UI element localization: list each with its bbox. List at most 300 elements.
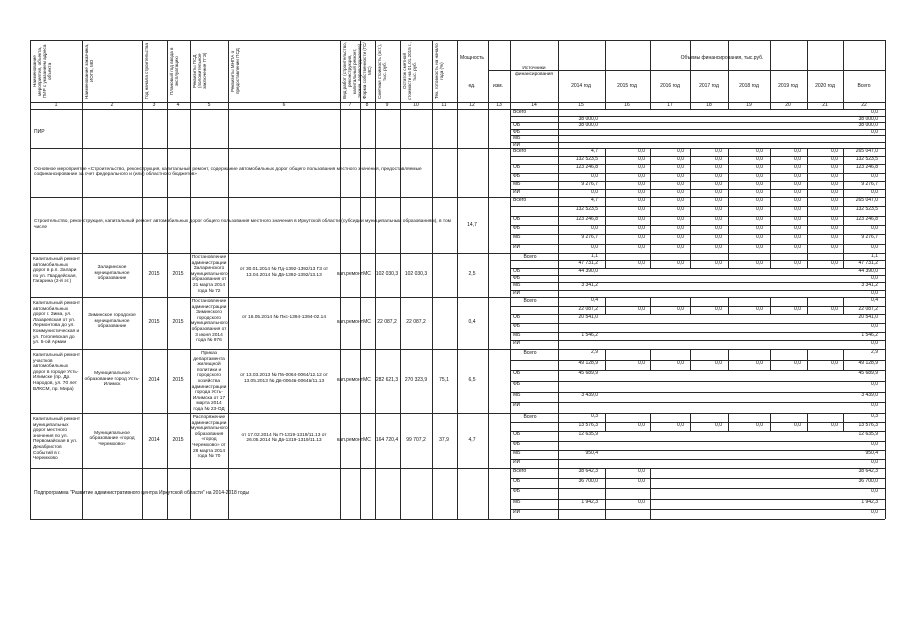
source-label: Всего	[513, 109, 527, 115]
pir-label: ПИР	[34, 129, 45, 135]
value-total: 9 276,7	[861, 234, 878, 241]
object-name: Капитальный ремонт участков автомобильных дорог в городе Усть-Илимске (пр. Др. Народов, ул. 70 лет ВЛКСМ, пр. Мира)	[33, 353, 81, 392]
sub-row-line	[510, 216, 885, 217]
value-total: 0,0	[871, 128, 878, 135]
source-label: Всего	[523, 298, 537, 304]
sub-row-line	[510, 402, 885, 403]
estimated-cost: 102 030,3	[375, 271, 399, 277]
remaining-cost: 22 087,2	[406, 319, 426, 325]
value-2014: 0,3	[591, 413, 598, 419]
start-year: 2014	[148, 377, 160, 383]
end-year: 2015	[172, 319, 184, 325]
value-zero: 0,0	[794, 305, 801, 312]
value-2014: 1 942,3	[581, 498, 598, 505]
value-2014: 38 000,0	[578, 122, 598, 128]
value-total: 132 523,5	[855, 206, 878, 213]
estimated-cost: 164 720,4	[375, 436, 399, 443]
column-header: Остаток сметной стоимости на 01.01.2015 г., тыс. руб.	[402, 42, 417, 100]
mnpa-details: от 13.03.2013 № Пв-0064-0064/12.12 от 13.05.2013 № Дв-0064в-0064в/11.13	[240, 373, 328, 384]
value-2014: 950,4	[585, 449, 598, 456]
sub-row-line	[510, 478, 885, 479]
value-total: 123 246,8	[855, 215, 878, 222]
value-2014: 9 276,7	[581, 180, 598, 187]
sub-row-line	[510, 206, 885, 207]
estimated-cost: 22 087,2	[377, 319, 397, 325]
start-year: 2015	[148, 319, 160, 325]
value-2014: 3 439,0	[581, 391, 598, 398]
value-2014: 38 642,3	[578, 468, 598, 474]
value-zero: 0,0	[756, 305, 763, 312]
work-kind: кап.ремонт	[336, 436, 364, 443]
header-col-line	[167, 40, 168, 109]
psd-details: Распоряжение администрации муниципального образования «город Черемхово» от 28 марта 2014 года № 70	[191, 415, 228, 460]
year-col-line	[605, 253, 606, 268]
column-number: 12	[469, 102, 475, 108]
source-label: ИИ	[513, 340, 521, 347]
row-border	[30, 297, 885, 298]
value-2014: 36 700,0	[578, 478, 598, 485]
body-col-line	[885, 109, 886, 519]
year-col-line	[807, 253, 808, 268]
value-zero: 0,0	[677, 234, 684, 241]
value-total: 0,0	[871, 243, 878, 250]
value-total: 950,4	[865, 449, 878, 456]
value-zero: 0,0	[715, 422, 722, 429]
year-col-line	[605, 349, 606, 370]
value-zero: 0,0	[715, 197, 722, 203]
year-col-line	[807, 349, 808, 370]
value-2014: 0,0	[591, 225, 598, 231]
sub-row-line	[510, 116, 885, 117]
header-col-line	[400, 40, 401, 109]
value-zero: 0,0	[677, 164, 684, 171]
value-zero: 0,0	[715, 172, 722, 179]
value-zero: 0,0	[794, 197, 801, 203]
value-zero: 0,0	[756, 172, 763, 179]
value-zero: 0,0	[794, 215, 801, 222]
end-year: 2015	[172, 377, 184, 383]
value-zero: 0,0	[756, 359, 763, 366]
column-number: 21	[822, 102, 828, 108]
value-zero: 0,0	[831, 197, 838, 203]
year-header: 2019 год	[778, 83, 798, 89]
value-zero: 0,0	[756, 234, 763, 241]
header-col-line	[432, 40, 433, 109]
sub-row-line	[510, 360, 885, 361]
column-header: Плановый год ввода в эксплуатацию	[169, 47, 179, 95]
source-label: ФБ	[513, 323, 521, 329]
source-label: МБ	[513, 282, 521, 289]
source-label: МБ	[513, 331, 521, 338]
start-year: 2015	[148, 271, 160, 277]
source-label: ОБ	[513, 478, 521, 485]
value-total: 0,0	[871, 340, 878, 347]
value-zero: 0,0	[756, 164, 763, 171]
sub-row-line	[510, 135, 885, 136]
ownership: МС	[363, 319, 371, 325]
value-total: 22 087,2	[858, 305, 878, 312]
year-col-line	[605, 197, 606, 253]
column-header: Тех. готовность на начало года (%)	[434, 43, 444, 99]
customer-name: Заларинское муниципальное образование	[94, 265, 130, 282]
source-label: ИИ	[513, 188, 521, 195]
value-total: 3 341,2	[861, 282, 878, 289]
value-zero: 0,0	[831, 260, 838, 267]
sub-row-line	[510, 129, 885, 130]
source-label: ФБ	[513, 172, 521, 179]
source-label: Всего	[513, 468, 527, 474]
value-zero: 0,0	[677, 148, 684, 154]
value-zero: 0,0	[638, 225, 645, 231]
value-total: 0,0	[871, 381, 878, 387]
value-total: 0,0	[871, 188, 878, 195]
value-zero: 0,0	[715, 164, 722, 171]
value-zero: 0,0	[831, 148, 838, 154]
year-col-line	[728, 297, 729, 314]
column-number: 1	[54, 102, 58, 108]
work-kind: кап.ремонт	[336, 377, 364, 383]
year-col-line	[807, 148, 808, 197]
source-label: ИИ	[513, 141, 521, 148]
value-zero: 0,0	[756, 260, 763, 267]
header-col-line	[375, 40, 376, 109]
value-2014: 4,7	[591, 148, 598, 154]
value-zero: 0,0	[756, 180, 763, 187]
year-col-line	[650, 413, 651, 431]
year-col-line	[650, 297, 651, 314]
value-zero: 0,0	[794, 206, 801, 213]
remaining-cost: 270 323,9	[404, 377, 428, 383]
source-label: ИИ	[513, 289, 521, 296]
sub-label: Строительство, реконструкция, капитальный ремонт автомобильных дорог общего пользования местного значения в Иркутской области (субсидии муниципальным образованиям), в том числе	[34, 219, 451, 230]
value-zero: 0,0	[677, 243, 684, 250]
header-col-line	[340, 40, 341, 109]
year-col-line	[690, 70, 691, 102]
value-zero: 0,0	[794, 164, 801, 171]
value-zero: 0,0	[715, 305, 722, 312]
remaining-cost: 99 707,2	[406, 436, 426, 443]
value-2014: 20 541,0	[578, 314, 598, 321]
year-col-line	[843, 253, 844, 268]
year-col-line	[650, 70, 651, 102]
value-zero: 0,0	[715, 234, 722, 241]
sub-row-line	[510, 290, 885, 291]
value-total: 38 000,0	[858, 122, 878, 128]
column-number: 2	[110, 102, 114, 108]
value-2014: 132 523,5	[575, 156, 598, 163]
year-col-line	[605, 297, 606, 314]
year-col-line	[807, 70, 808, 102]
source-label: МБ	[513, 234, 521, 241]
end-year: 2015	[172, 271, 184, 277]
year-col-line	[728, 70, 729, 102]
value-total: 3 439,0	[861, 391, 878, 398]
value-zero: 0,0	[715, 206, 722, 213]
sub-row-line	[510, 122, 885, 123]
year-col-line	[650, 253, 651, 268]
sub-row-line	[510, 225, 885, 226]
value-total: 45 689,9	[858, 370, 878, 377]
header-col-line	[30, 40, 31, 109]
value-zero: 0,0	[794, 225, 801, 231]
main-label: Основное мероприятие «Строительство, реконструкция, капитальный ремонт, содержание автомобильных дорог общего пользования местного значения, предоставляемые софинансирование за счет федерального и (или) областного бюджетов»	[34, 166, 422, 178]
sub-row-line	[510, 323, 885, 324]
value-total: 13 576,3	[858, 422, 878, 429]
row-border	[30, 253, 885, 254]
year-col-line	[843, 148, 844, 197]
row-border	[30, 413, 885, 414]
header-col-line	[190, 40, 191, 109]
value-2014: 49 128,9	[578, 359, 598, 366]
year-col-line	[728, 253, 729, 268]
column-header: Реквизиты ПСД (положительное заключение ГГЭ)	[192, 52, 207, 90]
value-total: 38 000,0	[858, 115, 878, 122]
value-zero: 0,0	[677, 188, 684, 195]
ownership: МС	[363, 377, 371, 383]
year-header: Всего	[857, 83, 871, 89]
sub-row-line	[510, 381, 885, 382]
column-header: Реквизиты МНПА о предоставлении ПСД	[230, 48, 240, 94]
value-total: 49 128,9	[858, 359, 878, 366]
year-col-line	[843, 70, 844, 102]
value-zero: 0,0	[677, 359, 684, 366]
value-zero: 0,0	[794, 180, 801, 187]
row-border	[30, 349, 885, 350]
value-total: 0,3	[871, 413, 878, 419]
value-zero: 0,0	[756, 188, 763, 195]
sub-row-line	[510, 164, 885, 165]
sub-row-line	[510, 282, 885, 283]
volumes-header: Объемы финансирования, тыс.руб.	[680, 55, 764, 61]
value-zero: 0,0	[715, 148, 722, 154]
body-col-line	[30, 109, 31, 519]
source-label: ФБ	[513, 225, 521, 231]
value-total: 0,0	[871, 458, 878, 465]
source-label: ОБ	[513, 122, 521, 128]
source-label: Всего	[513, 197, 527, 203]
source-label: ФБ	[513, 440, 521, 447]
year-col-line	[843, 297, 844, 314]
column-number: 11	[441, 102, 447, 108]
value-zero: 0,0	[677, 180, 684, 187]
header-col-line	[142, 40, 143, 109]
source-label: ОБ	[513, 314, 521, 321]
value-zero: 0,0	[638, 180, 645, 187]
customer-name: Муниципальное образование «город Черемхово»	[89, 430, 135, 447]
year-header: 2017 год	[699, 83, 719, 89]
source-label: ИИ	[513, 508, 521, 515]
value-total: 0,0	[871, 488, 878, 495]
source-label: ИИ	[513, 402, 521, 409]
value-2014: 2,9	[591, 349, 598, 355]
value-2014: 123 246,8	[575, 215, 598, 222]
value-zero: 0,0	[794, 172, 801, 179]
year-col-line	[843, 413, 844, 431]
value-2015: 0,0	[638, 498, 645, 505]
source-label: МБ	[513, 135, 521, 141]
year-col-line	[605, 413, 606, 431]
year-col-line	[690, 349, 691, 370]
year-header: 2018 год	[739, 83, 759, 89]
value-2014: 0,0	[591, 243, 598, 250]
value-2014: 132 523,5	[575, 206, 598, 213]
table-bottom-border	[30, 519, 885, 520]
mnpa-details: от 16.05.2014 № Пкс-1394-1394-02.14	[241, 315, 327, 320]
sub-row-line	[510, 422, 885, 423]
header-col-line	[885, 40, 886, 109]
source-label: ОБ	[513, 370, 521, 377]
column-number: 15	[578, 102, 584, 108]
year-col-line	[650, 468, 651, 519]
year-col-line	[690, 297, 691, 314]
year-col-line	[770, 349, 771, 370]
value-total: 265 047,0	[855, 148, 878, 154]
value-zero: 0,0	[715, 188, 722, 195]
column-number: 19	[746, 102, 752, 108]
value-2014: 12 635,9	[578, 431, 598, 438]
object-name: Капитальный ремонт муниципальных дорог местного значения по ул. Первомайская в ул. Декабристов Событий в г. Черемхово	[33, 417, 81, 462]
year-col-line	[770, 148, 771, 197]
sub-row-line	[510, 260, 885, 261]
sub-row-line	[510, 431, 885, 432]
value-zero: 0,0	[638, 188, 645, 195]
source-label: ИИ	[513, 243, 521, 250]
ownership: МС	[363, 436, 371, 443]
column-number: 16	[624, 102, 630, 108]
value-total: 12 635,9	[858, 431, 878, 438]
object-name: Капитальный ремонт автомобильных дорог в р.п. Залари по ул. Гвардейская, Гагарина (2-й эт.)	[33, 257, 81, 285]
value-total: 123 246,8	[855, 164, 878, 171]
value-total: 38 642,3	[858, 468, 878, 474]
value-zero: 0,0	[677, 197, 684, 203]
mnpa-details: от 17.02.2014 № П-1319-1319/11.13 от 26.05.2014 № Дв-1319-1319/11.13	[241, 432, 327, 444]
value-zero: 0,0	[638, 422, 645, 429]
year-col-line	[728, 349, 729, 370]
year-header: 2015 год	[617, 83, 637, 89]
value-total: 36 700,0	[858, 478, 878, 485]
source-label: ФБ	[513, 381, 521, 387]
source-label: ФБ	[513, 128, 521, 135]
value-2015: 0,0	[638, 468, 645, 474]
sub-row-line	[510, 488, 885, 489]
column-number: 7	[348, 102, 352, 108]
value-zero: 0,0	[715, 260, 722, 267]
column-number: 8	[365, 102, 369, 108]
value-zero: 0,0	[677, 215, 684, 222]
column-number: 10	[413, 102, 419, 108]
value-total: 132 523,5	[855, 156, 878, 163]
value-2014: 13 576,3	[578, 422, 598, 429]
value-total: 9 276,7	[861, 180, 878, 187]
column-number: 20	[785, 102, 791, 108]
value-zero: 0,0	[831, 305, 838, 312]
value-zero: 0,0	[794, 148, 801, 154]
source-label: Всего	[513, 148, 527, 154]
value-2014: 45 689,9	[578, 370, 598, 377]
value-zero: 0,0	[794, 188, 801, 195]
value-2014: 22 087,2	[578, 305, 598, 312]
year-col-line	[770, 197, 771, 253]
value-2014: 4,7	[591, 197, 598, 203]
column-header: Наименование мероприятия, объекта, ПИР с указанием адреса объекта	[32, 44, 52, 98]
capacity-value: 0,4	[468, 319, 476, 325]
value-zero: 0,0	[638, 359, 645, 366]
value-total: 0,4	[871, 297, 878, 303]
header-col-line	[457, 40, 458, 109]
work-kind: кап.ремонт	[336, 271, 364, 277]
source-label: Всего	[523, 254, 537, 260]
body-col-line	[488, 109, 489, 519]
value-zero: 0,0	[638, 164, 645, 171]
sources-header: Источники финансирования	[514, 66, 554, 77]
source-label: ОБ	[513, 431, 521, 438]
value-total: 2,9	[871, 349, 878, 355]
year-col-line	[605, 70, 606, 102]
year-col-line	[807, 413, 808, 431]
value-zero: 0,0	[715, 156, 722, 163]
source-label: ОБ	[513, 267, 521, 274]
value-zero: 0,0	[831, 225, 838, 231]
year-col-line	[807, 297, 808, 314]
value-2014: 1,1	[591, 253, 598, 259]
value-zero: 0,0	[677, 156, 684, 163]
ownership: МС	[363, 271, 371, 277]
row-border	[30, 468, 885, 469]
value-zero: 0,0	[831, 188, 838, 195]
value-zero: 0,0	[831, 215, 838, 222]
value-zero: 0,0	[794, 243, 801, 250]
start-year: 2014	[148, 436, 160, 443]
customer-name: Муниципальное образование город Усть-Илимск	[84, 371, 140, 388]
value-zero: 0,0	[638, 215, 645, 222]
year-header: 2014 год	[571, 83, 591, 89]
value-zero: 0,0	[831, 422, 838, 429]
source-label: Всего	[523, 414, 537, 420]
value-zero: 0,0	[715, 243, 722, 250]
value-total: 0,0	[871, 402, 878, 409]
column-number: 22	[861, 102, 867, 108]
year-col-line	[690, 253, 691, 268]
sub-row-line	[510, 275, 885, 276]
year-col-line	[650, 349, 651, 370]
value-zero: 0,0	[831, 359, 838, 366]
value-2014: 44 390,0	[578, 267, 598, 274]
column-number: 14	[531, 102, 537, 108]
psd-details: Приказ департамента жилищной политики и городского хозяйства администрации города Усть-Илимска от 17 марта 2014 года № 23-ОД	[191, 351, 227, 412]
sub-row-line	[510, 244, 885, 245]
year-col-line	[770, 70, 771, 102]
value-2014: 47 731,2	[578, 260, 598, 267]
value-zero: 0,0	[756, 243, 763, 250]
column-header: Год начала строительства	[144, 43, 149, 99]
year-col-line	[770, 253, 771, 268]
year-col-line	[690, 413, 691, 431]
value-zero: 0,0	[715, 225, 722, 231]
capacity-value: 4,7	[468, 436, 476, 443]
value-zero: 0,0	[831, 234, 838, 241]
sub-row-line	[510, 392, 885, 393]
value-2014: 9 276,7	[581, 234, 598, 241]
sub-row-line	[510, 306, 885, 307]
value-2014: 1 546,2	[581, 331, 598, 338]
header-col-line	[558, 40, 559, 109]
capacity-value: 6,5	[468, 377, 476, 383]
value-total: 0,0	[871, 289, 878, 296]
value-total: 1 942,3	[861, 498, 878, 505]
value-zero: 0,0	[794, 260, 801, 267]
sub-row-line	[510, 441, 885, 442]
value-zero: 0,0	[756, 197, 763, 203]
